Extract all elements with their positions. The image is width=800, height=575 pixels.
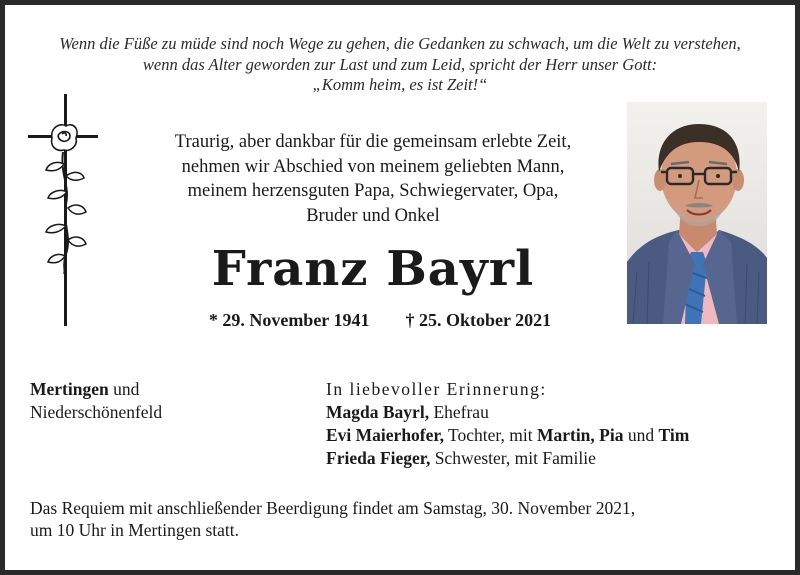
residence-connector: und xyxy=(108,379,140,399)
mourner-relation: Tochter, mit xyxy=(443,425,537,445)
life-dates xyxy=(130,308,630,332)
intro-line: Bruder und Onkel xyxy=(306,205,440,226)
mourners-heading: In liebevoller Erinnerung: xyxy=(326,379,547,399)
mourner-relation: Ehefrau xyxy=(429,402,489,422)
residence xyxy=(30,378,290,424)
mourner-entry xyxy=(326,401,786,424)
motto-line: wenn das Alter geworden zur Last und zum Leid, spricht der Herr unser Gott: xyxy=(142,54,658,74)
mourner-entry xyxy=(326,424,786,447)
mourner-separator: , xyxy=(590,425,600,445)
grandchild-name: Pia xyxy=(599,425,624,445)
residence-place: Mertingen xyxy=(30,379,109,399)
funeral-line: Das Requiem mit anschließender Beerdigung findet am Samstag, 30. November 2021, xyxy=(30,498,636,518)
motto-line: Wenn die Füße zu müde sind noch Wege zu gehen, die Gedanken zu schwach, um die Welt zu verstehen, xyxy=(59,34,741,53)
birth-date: * 29. November 1941 xyxy=(208,310,370,330)
mourner-separator: , xyxy=(425,448,431,468)
residence-place-2: Niederschönenfeld xyxy=(30,402,163,422)
mourner-name: Frieda Fieger xyxy=(326,448,426,468)
portrait-photo xyxy=(627,102,767,324)
motto-verse xyxy=(20,34,780,96)
mourner-name: Evi Maierhofer xyxy=(326,425,440,445)
motto-line: „Komm heim, es ist Zeit!“ xyxy=(312,75,488,94)
mourner-relation: Schwester, mit Familie xyxy=(430,448,596,468)
mourner-separator: , xyxy=(424,402,430,422)
residence-line-1 xyxy=(30,378,290,401)
grandchild-name: Martin xyxy=(536,425,591,445)
intro-line: Traurig, aber dankbar für die gemeinsam erlebte Zeit, xyxy=(174,132,572,152)
cross-with-rose-icon xyxy=(26,94,100,326)
mourner-connector: und xyxy=(623,425,659,445)
mourner-name: Magda Bayrl xyxy=(326,402,425,422)
mourner-entry xyxy=(326,447,786,470)
mourner-separator: , xyxy=(439,425,444,445)
mourners-list xyxy=(326,378,786,470)
funeral-notice xyxy=(30,497,780,541)
funeral-line: um 10 Uhr in Mertingen statt. xyxy=(30,520,240,540)
intro-text xyxy=(118,130,628,228)
death-date: † 25. Oktober 2021 xyxy=(405,310,552,330)
deceased-name: Franz Bayrl xyxy=(211,241,535,297)
intro-line: nehmen wir Abschied von meinem geliebten Mann, xyxy=(181,156,565,177)
intro-line: meinem herzensguten Papa, Schwiegervater, Opa, xyxy=(187,181,559,201)
grandchild-name: Tim xyxy=(658,425,690,445)
